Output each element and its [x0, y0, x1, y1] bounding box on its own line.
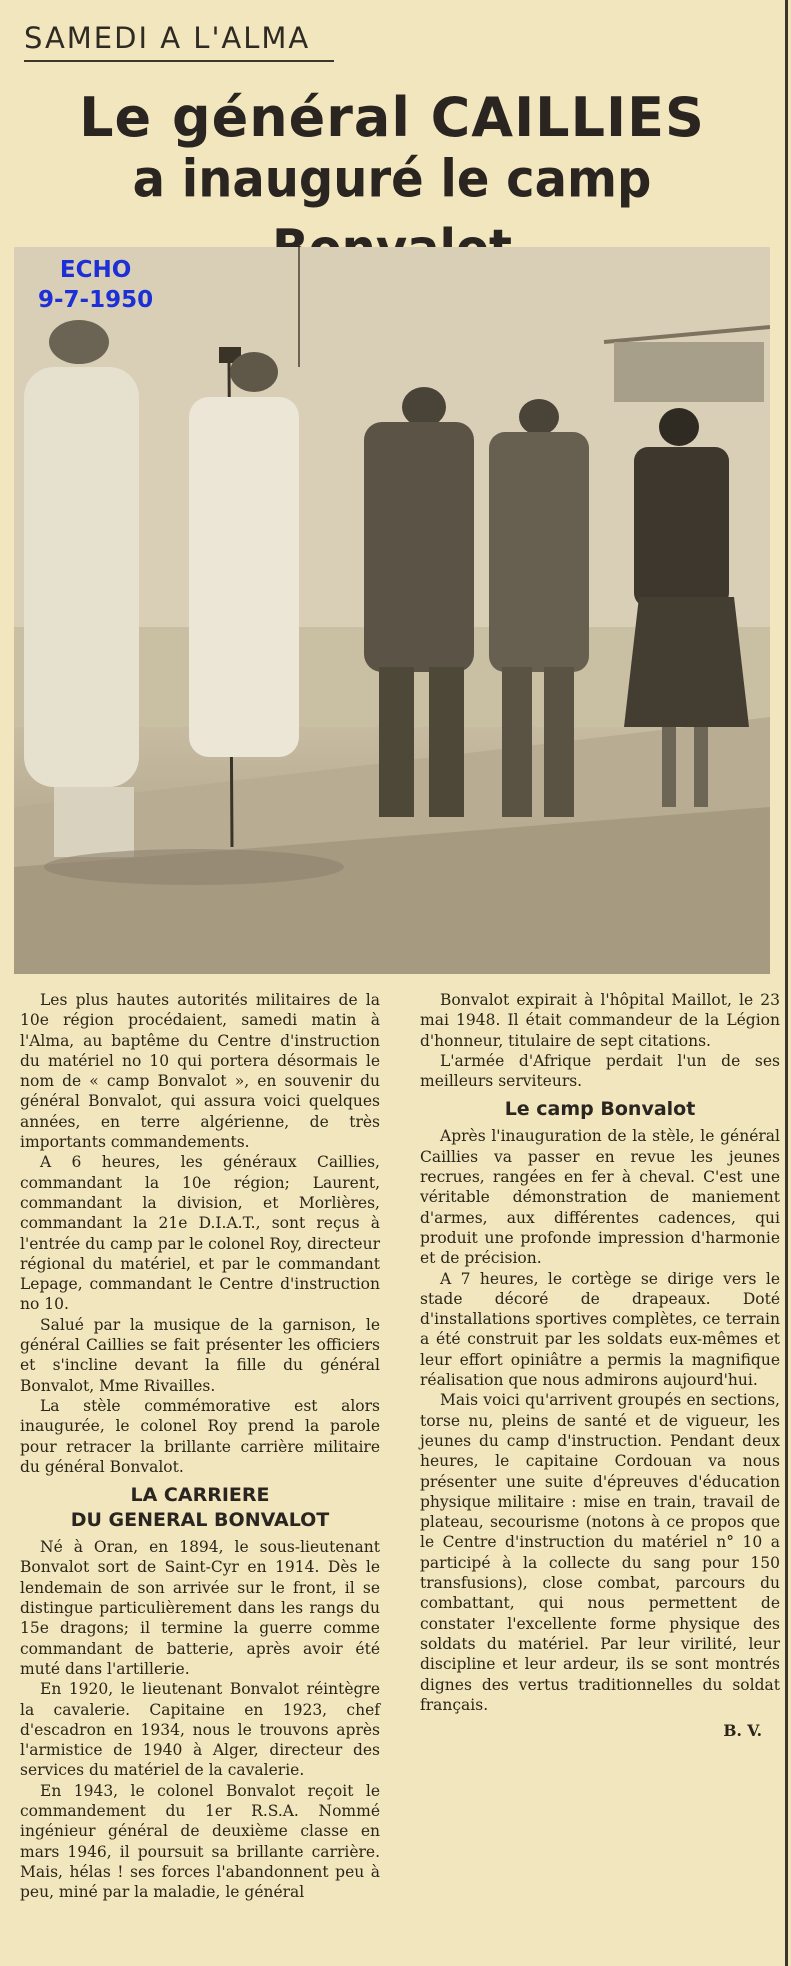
author-signature: B. V. [723, 1721, 762, 1741]
headline-line-1: Le général CAILLIES [79, 86, 705, 149]
paragraph: En 1943, le colonel Bonvalot reçoit le commandement du 1er R.S.A. Nommé ingénieur général de deuxième classe en mars 1946, il poursuit sa brillante carrière. Mais, hélas ! ses forces l'abandonnent peu à peu, miné par la maladie, le général [20, 1781, 380, 1902]
echo-date-stamp [38, 255, 153, 315]
paragraph: A 7 heures, le cortège se dirige vers le stade décoré de drapeaux. Doté d'installations sportives complètes, ce terrain a été construit par les soldats eux-mêmes et leur effort opiniâtre a permis la magnifique réalisation que nous admirons aujourd'hui. [420, 1269, 780, 1390]
subheading-line-1: LA CARRIERE [130, 1484, 270, 1507]
photo-illustration [14, 247, 770, 974]
headline-line-2: a inauguré le camp [132, 149, 652, 210]
paragraph: En 1920, le lieutenant Bonvalot réintègre la cavalerie. Capitaine en 1923, chef d'escadron en 1934, nous le trouvons après l'armistice de 1940 à Alger, directeur des services du matériel de la cavalerie. [20, 1680, 380, 1780]
stamp-title: ECHO [59, 257, 132, 283]
article-column-right [420, 990, 780, 1741]
paragraph: Salué par la musique de la garnison, le général Caillies se fait présenter les officiers et s'incline devant la fille du général Bonvalot, Mme Rivailles. [20, 1315, 380, 1395]
paragraph: Né à Oran, en 1894, le sous-lieutenant Bonvalot sort de Saint-Cyr en 1914. Dès le lendemain de son arrivée sur le front, il se distingue particulièrement dans les rangs du 15e dragons; il termine la guerre comme commandant de batterie, après avoir été muté dans l'artillerie. [20, 1538, 380, 1678]
paragraph: Les plus hautes autorités militaires de la 10e région procédaient, samedi matin à l'Alma, au baptême du Centre d'instruction du matériel no 10 qui portera désormais le nom de « camp Bonvalot », en souvenir du général Bonvalot, qui assura voici quelques années, en terre algérienne, de très importants commandements. [20, 991, 380, 1152]
paragraph: Bonvalot expirait à l'hôpital Maillot, le 23 mai 1948. Il était commandeur de la Légion d'honneur, titulaire de sept citations. [420, 991, 780, 1050]
paragraph: Mais voici qu'arrivent groupés en sections, torse nu, pleins de santé et de vigueur, les jeunes du camp d'instruction. Pendant deux heures, le capitaine Cordouan va nous présenter une suite d'épreuves d'éducation physique militaire : mise en train, travail de plateau, secourisme (notons à ce propos que le Centre d'instruction du matériel n° 10 a participé à la collecte du sang pour 150 transfusions), close combat, parcours du combattant, qui nous permettent de constater l'excellente forme physique des soldats du matériel. Par leur virilité, leur discipline et leur ardeur, ils se sont montrés dignes des vertus traditionnelles du soldat français. [420, 1391, 780, 1714]
subheading-camp: Le camp Bonvalot [504, 1098, 696, 1121]
subheading-line-2: DU GENERAL BONVALOT [70, 1509, 330, 1532]
paragraph: La stèle commémorative est alors inaugurée, le colonel Roy prend la parole pour retracer la brillante carrière militaire du général Bonvalot. [20, 1396, 380, 1476]
article-column-left [20, 990, 380, 1902]
paragraph: Après l'inauguration de la stèle, le général Caillies va passer en revue les jeunes recrues, rangées en fer à cheval. C'est une véritable démonstration de maniement d'armes, aux différentes cadences, qui produit une profonde impression d'harmonie et de précision. [420, 1127, 780, 1268]
section-kicker: SAMEDI A L'ALMA [24, 16, 334, 62]
stamp-date: 9-7-1950 [38, 287, 154, 313]
news-photo [14, 247, 770, 974]
paragraph: A 6 heures, les généraux Caillies, commandant la 10e région; Laurent, commandant la division, et Morlières, commandant la 21e D.I.A.T., sont reçus à l'entrée du camp par le colonel Roy, directeur régional du matériel, et par le commandant Lepage, commandant le Centre d'instruction no 10. [20, 1153, 380, 1314]
paragraph: L'armée d'Afrique perdait l'un de ses meilleurs serviteurs. [420, 1051, 780, 1091]
subheading-career [20, 1483, 380, 1533]
